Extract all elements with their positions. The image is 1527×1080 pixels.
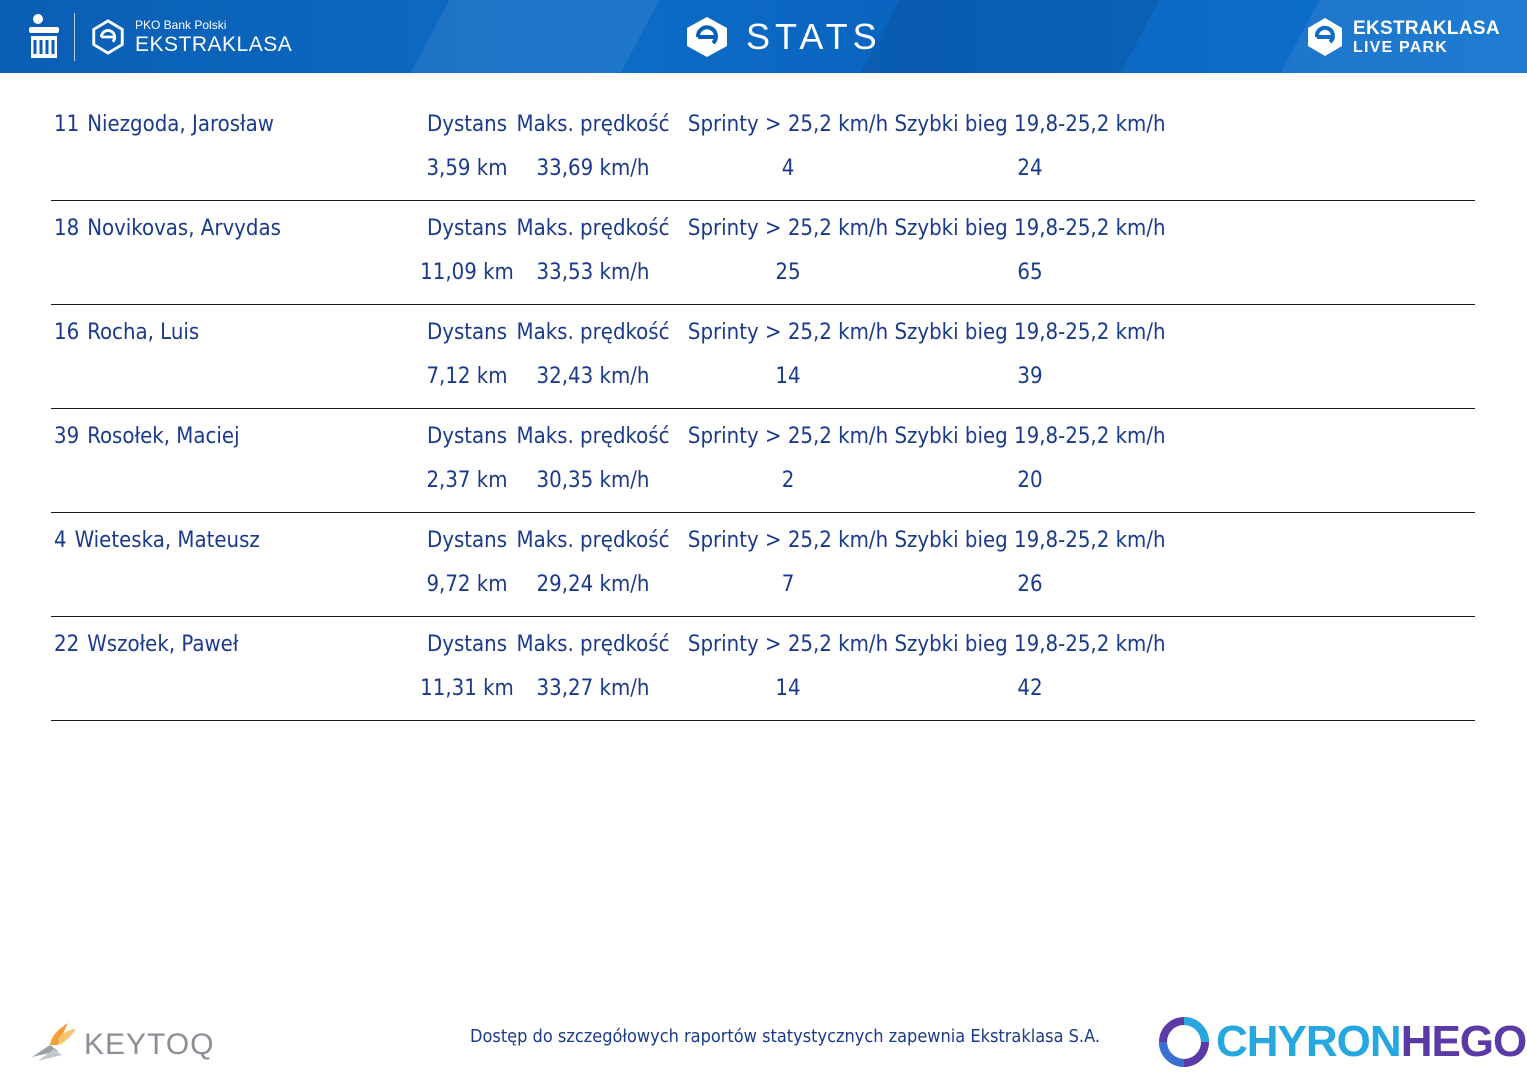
keytoq-bird-icon: [28, 1015, 80, 1065]
sprints-value: 4: [781, 156, 795, 181]
fast-run-value: 65: [1017, 260, 1043, 285]
player-number: 16: [54, 320, 80, 345]
player-name-text: Niezgoda, Jarosław: [87, 112, 274, 137]
fast-run-label: Szybki bieg 19,8-25,2 km/h: [894, 528, 1166, 553]
max-speed-label: Maks. prędkość: [516, 320, 670, 345]
sprints-value: 14: [775, 676, 801, 701]
max-speed-label: Maks. prędkość: [516, 112, 670, 137]
sponsor-small-text: PKO Bank Polski: [135, 18, 227, 32]
sponsor-logo-text: [135, 19, 292, 55]
header-stripe: [411, 0, 660, 73]
player-row: [51, 201, 1475, 305]
player-row: [51, 617, 1475, 721]
player-name: [54, 216, 281, 241]
footer-note: Dostęp do szczegółowych raportów statystycznych zapewnia Ekstraklasa S.A.: [470, 1026, 1100, 1047]
live-park-logo-text: [1353, 19, 1500, 56]
fast-run-value: 39: [1017, 364, 1043, 389]
distance-value: 9,72 km: [426, 572, 508, 597]
player-name-text: Rocha, Luis: [87, 320, 200, 345]
pko-bank-icon: [26, 12, 62, 62]
sprints-value: 25: [775, 260, 801, 285]
fast-run-label: Szybki bieg 19,8-25,2 km/h: [894, 112, 1166, 137]
chyronhego-logo-part-b: HEGO: [1400, 1017, 1527, 1066]
ekstraklasa-live-park-icon: [1305, 16, 1345, 58]
player-number: 39: [54, 424, 80, 449]
player-row: [51, 513, 1475, 617]
live-park-line1: EKSTRAKLASA: [1353, 17, 1500, 39]
keytoq-logo-text: KEYTOQ: [84, 1028, 215, 1061]
sprints-value: 7: [781, 572, 795, 597]
max-speed-value: 32,43 km/h: [536, 364, 650, 389]
player-row: [51, 97, 1475, 201]
player-number: 22: [54, 632, 80, 657]
player-name: [54, 632, 238, 657]
distance-value: 11,31 km: [420, 676, 514, 701]
sponsor-big-text: EKSTRAKLASA: [135, 33, 293, 56]
distance-value: 7,12 km: [426, 364, 508, 389]
sprints-label: Sprinty > 25,2 km/h: [687, 216, 889, 241]
distance-label: Dystans: [426, 528, 508, 553]
page-title-text: STATS: [746, 16, 882, 57]
fast-run-label: Szybki bieg 19,8-25,2 km/h: [894, 320, 1166, 345]
fast-run-label: Szybki bieg 19,8-25,2 km/h: [894, 216, 1166, 241]
fast-run-value: 20: [1017, 468, 1043, 493]
distance-label: Dystans: [426, 424, 508, 449]
chyronhego-logo-part-a: CHYRON: [1216, 1017, 1401, 1066]
player-stats-list: [51, 97, 1475, 721]
max-speed-label: Maks. prędkość: [516, 632, 670, 657]
distance-label: Dystans: [426, 216, 508, 241]
header-stripe: [861, 0, 1160, 73]
sprints-value: 14: [775, 364, 801, 389]
player-number: 4: [54, 528, 67, 553]
distance-value: 2,37 km: [426, 468, 508, 493]
distance-value: 3,59 km: [426, 156, 508, 181]
max-speed-value: 30,35 km/h: [536, 468, 650, 493]
max-speed-value: 33,53 km/h: [536, 260, 650, 285]
sprints-value: 2: [781, 468, 795, 493]
sprints-label: Sprinty > 25,2 km/h: [687, 320, 889, 345]
live-park-line2: LIVE PARK: [1353, 38, 1448, 56]
distance-label: Dystans: [426, 112, 508, 137]
sprints-label: Sprinty > 25,2 km/h: [687, 632, 889, 657]
live-park-logo: [1305, 14, 1500, 60]
max-speed-label: Maks. prędkość: [516, 528, 670, 553]
player-name: [54, 112, 274, 137]
sprints-label: Sprinty > 25,2 km/h: [687, 112, 889, 137]
player-number: 11: [54, 112, 80, 137]
fast-run-value: 26: [1017, 572, 1043, 597]
fast-run-label: Szybki bieg 19,8-25,2 km/h: [894, 632, 1166, 657]
logo-divider: [74, 13, 75, 61]
max-speed-label: Maks. prędkość: [516, 424, 670, 449]
player-name: [54, 424, 240, 449]
header-bar: [0, 0, 1527, 73]
distance-value: 11,09 km: [420, 260, 514, 285]
sprints-label: Sprinty > 25,2 km/h: [687, 424, 889, 449]
distance-label: Dystans: [426, 320, 508, 345]
keytoq-logo: [28, 1015, 214, 1065]
max-speed-value: 33,27 km/h: [536, 676, 650, 701]
page-title: [684, 14, 882, 60]
max-speed-label: Maks. prędkość: [516, 216, 670, 241]
distance-label: Dystans: [426, 632, 508, 657]
player-number: 18: [54, 216, 80, 241]
player-name: [54, 528, 260, 553]
player-name-text: Wszołek, Paweł: [87, 632, 239, 657]
sponsor-logo: [26, 10, 292, 64]
max-speed-value: 33,69 km/h: [536, 156, 650, 181]
chyronhego-swirl-icon: [1158, 1016, 1210, 1068]
fast-run-label: Szybki bieg 19,8-25,2 km/h: [894, 424, 1166, 449]
ekstraklasa-e-icon: [684, 15, 730, 59]
ekstraklasa-icon: [89, 17, 127, 57]
fast-run-value: 42: [1017, 676, 1043, 701]
player-name-text: Wieteska, Mateusz: [74, 528, 260, 553]
sprints-label: Sprinty > 25,2 km/h: [687, 528, 889, 553]
player-name: [54, 320, 199, 345]
fast-run-value: 24: [1017, 156, 1043, 181]
chyronhego-logo-text: [1216, 1017, 1526, 1067]
player-row: [51, 409, 1475, 513]
player-name-text: Novikovas, Arvydas: [87, 216, 281, 241]
player-name-text: Rosołek, Maciej: [87, 424, 240, 449]
chyronhego-logo: [1158, 1016, 1526, 1068]
max-speed-value: 29,24 km/h: [536, 572, 650, 597]
player-row: [51, 305, 1475, 409]
